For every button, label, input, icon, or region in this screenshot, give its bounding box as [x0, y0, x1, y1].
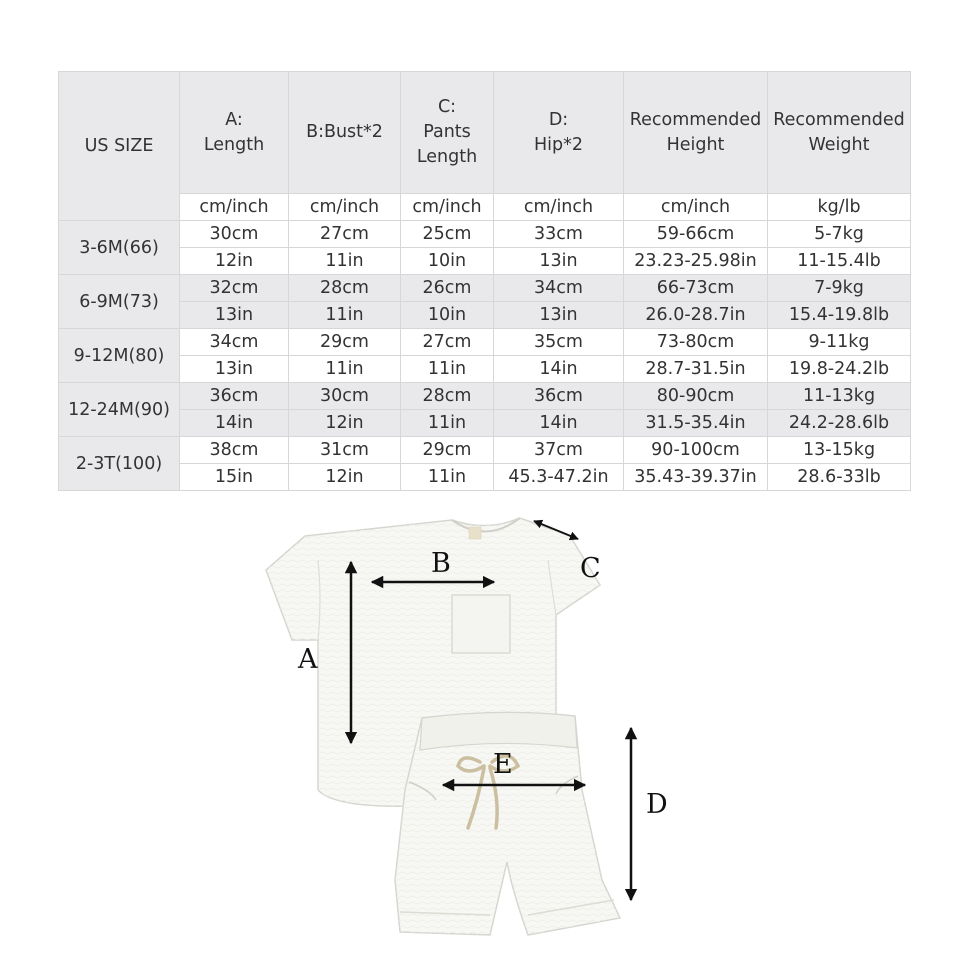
measurement-in-cell: 31.5-35.4in — [624, 410, 768, 437]
header-length — [180, 72, 289, 194]
header-height-line: Height — [666, 134, 725, 155]
measurement-cm-cell: 30cm — [180, 221, 289, 248]
measurement-cm-cell: 27cm — [289, 221, 401, 248]
measurement-cm-cell: 28cm — [401, 383, 494, 410]
unit-cell: kg/lb — [768, 194, 911, 221]
header-pants-length-line: Length — [416, 147, 478, 167]
header-bust-line: B:Bust*2 — [306, 122, 383, 142]
tshirt-pocket — [452, 595, 510, 653]
measurement-cm-cell: 27cm — [401, 329, 494, 356]
shorts-illustration — [395, 712, 620, 935]
unit-cell: cm/inch — [401, 194, 494, 221]
units-row — [59, 194, 911, 221]
header-weight-line: Weight — [808, 134, 870, 155]
measurement-cm-cell: 11-13kg — [768, 383, 911, 410]
measurement-cm-cell: 59-66cm — [624, 221, 768, 248]
unit-cell: cm/inch — [624, 194, 768, 221]
measurement-cm-cell: 9-11kg — [768, 329, 911, 356]
measurement-in-cell: 28.6-33lb — [768, 464, 911, 491]
measurement-cm-cell: 37cm — [494, 437, 624, 464]
header-hip-line: Hip*2 — [533, 134, 583, 155]
measurement-in-cell: 12in — [289, 410, 401, 437]
table-row — [59, 248, 911, 275]
measurement-in-cell: 10in — [401, 302, 494, 329]
measurement-in-cell: 15.4-19.8lb — [768, 302, 911, 329]
measurement-in-cell: 14in — [494, 356, 624, 383]
label-d: D — [646, 789, 668, 820]
measurement-in-cell: 24.2-28.6lb — [768, 410, 911, 437]
table-row — [59, 410, 911, 437]
table-row — [59, 302, 911, 329]
header-hip-line: D: — [548, 109, 569, 130]
measurement-in-cell: 11in — [401, 356, 494, 383]
measurement-in-cell: 11in — [401, 410, 494, 437]
size-cell: 2-3T(100) — [59, 437, 180, 491]
size-cell: 12-24M(90) — [59, 383, 180, 437]
label-e: E — [493, 749, 513, 780]
header-height-line: Recommended — [629, 109, 762, 130]
table-row — [59, 437, 911, 464]
measurement-cm-cell: 32cm — [180, 275, 289, 302]
measurement-cm-cell: 36cm — [180, 383, 289, 410]
measurement-in-cell: 11in — [289, 356, 401, 383]
measurement-in-cell: 13in — [180, 356, 289, 383]
measurement-in-cell: 15in — [180, 464, 289, 491]
measurement-in-cell: 14in — [180, 410, 289, 437]
header-us-size: US SIZE — [59, 72, 180, 221]
measurement-in-cell: 11in — [289, 248, 401, 275]
measurement-in-cell: 11-15.4lb — [768, 248, 911, 275]
header-weight-line: Recommended — [773, 109, 905, 130]
table-row — [59, 383, 911, 410]
measurement-in-cell: 26.0-28.7in — [624, 302, 768, 329]
size-cell: 9-12M(80) — [59, 329, 180, 383]
label-b: B — [431, 548, 451, 579]
size-cell: 6-9M(73) — [59, 275, 180, 329]
measurement-cm-cell: 73-80cm — [624, 329, 768, 356]
label-a: A — [298, 644, 318, 675]
measurement-cm-cell: 66-73cm — [624, 275, 768, 302]
measurement-in-cell: 11in — [289, 302, 401, 329]
header-pants-length — [401, 72, 494, 194]
measurement-cm-cell: 90-100cm — [624, 437, 768, 464]
header-recommended-height — [624, 72, 768, 194]
table-row — [59, 329, 911, 356]
measurement-cm-cell: 29cm — [401, 437, 494, 464]
measurement-cm-cell: 35cm — [494, 329, 624, 356]
table-row — [59, 356, 911, 383]
header-length-line: A: — [225, 109, 243, 130]
measurement-cm-cell: 80-90cm — [624, 383, 768, 410]
garment-measurement-diagram — [0, 500, 960, 960]
measurement-in-cell: 28.7-31.5in — [624, 356, 768, 383]
label-c: C — [580, 553, 601, 584]
measurement-cm-cell: 30cm — [289, 383, 401, 410]
header-row — [59, 72, 911, 194]
measurement-cm-cell: 31cm — [289, 437, 401, 464]
measurement-in-cell: 14in — [494, 410, 624, 437]
measurement-cm-cell: 36cm — [494, 383, 624, 410]
unit-cell: cm/inch — [494, 194, 624, 221]
header-bust — [289, 72, 401, 194]
measurement-in-cell: 13in — [494, 302, 624, 329]
header-pants-length-line: C: — [437, 97, 457, 117]
unit-cell: cm/inch — [180, 194, 289, 221]
measurement-in-cell: 19.8-24.2lb — [768, 356, 911, 383]
measurement-in-cell: 12in — [180, 248, 289, 275]
table-row — [59, 221, 911, 248]
measurement-in-cell: 12in — [289, 464, 401, 491]
measurement-cm-cell: 7-9kg — [768, 275, 911, 302]
measurement-cm-cell: 26cm — [401, 275, 494, 302]
table-row — [59, 464, 911, 491]
measurement-cm-cell: 38cm — [180, 437, 289, 464]
unit-cell: cm/inch — [289, 194, 401, 221]
measurement-cm-cell: 34cm — [494, 275, 624, 302]
measurement-cm-cell: 5-7kg — [768, 221, 911, 248]
measurement-in-cell: 11in — [401, 464, 494, 491]
header-recommended-weight — [768, 72, 911, 194]
measurement-cm-cell: 25cm — [401, 221, 494, 248]
measurement-in-cell: 10in — [401, 248, 494, 275]
measurement-in-cell: 13in — [180, 302, 289, 329]
header-pants-length-line: Pants — [423, 122, 471, 142]
measurement-in-cell: 13in — [494, 248, 624, 275]
measurement-cm-cell: 13-15kg — [768, 437, 911, 464]
measurement-in-cell: 35.43-39.37in — [624, 464, 768, 491]
size-cell: 3-6M(66) — [59, 221, 180, 275]
measurement-cm-cell: 29cm — [289, 329, 401, 356]
measurement-cm-cell: 33cm — [494, 221, 624, 248]
measurement-in-cell: 23.23-25.98in — [624, 248, 768, 275]
measurement-cm-cell: 28cm — [289, 275, 401, 302]
header-length-line: Length — [203, 134, 265, 155]
measurement-cm-cell: 34cm — [180, 329, 289, 356]
header-hip — [494, 72, 624, 194]
measurement-in-cell: 45.3-47.2in — [494, 464, 624, 491]
table-row — [59, 275, 911, 302]
size-chart-table — [58, 71, 911, 491]
